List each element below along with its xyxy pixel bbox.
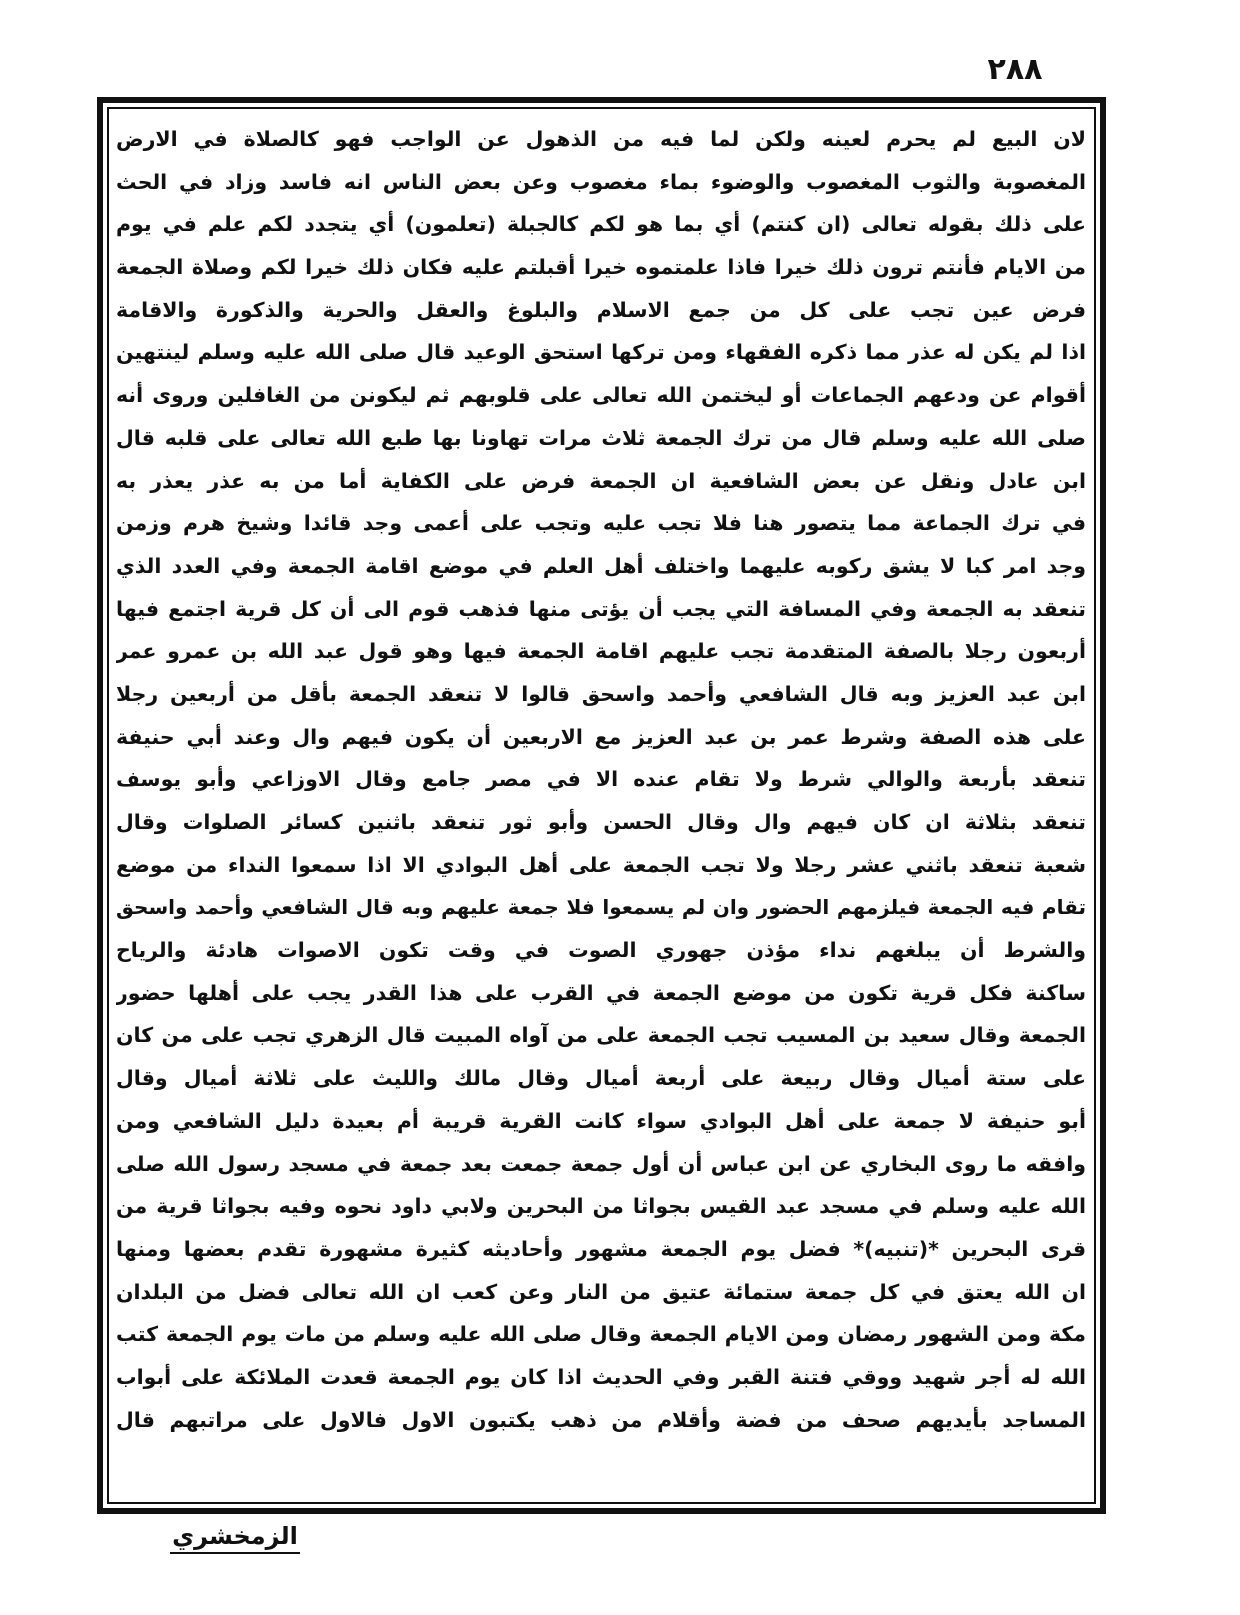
text-line: ابن عبد العزيز وبه قال الشافعي وأحمد واسحق قالوا لا تنعقد الجمعة بأقل من أربعين رجلا [116,681,1086,706]
text-line: أقوام عن ودعهم الجماعات أو ليختمن الله تعالى على قلوبهم ثم ليكونن من الغافلين وروى أنه [116,383,1086,408]
text-line: تنعقد بأربعة والوالي شرط ولا تقام عنده الا في مصر جامع وقال الاوزاعي وأبو يوسف [116,767,1086,792]
text-line: من الايام فأنتم ترون ذلك خيرا فاذا علمتموه خيرا أقبلتم عليه فكان ذلك خيرا لكم وصلاة الجمعة [116,255,1086,280]
text-line: على ستة أميال وقال ربيعة على أربعة أميال وقال مالك والليث على ثلاثة أميال وقال [116,1066,1086,1091]
text-line: وجد امر كبا لا يشق ركوبه عليهما واختلف أهل العلم في موضع اقامة الجمعة وفي العدد الذي [116,553,1086,578]
text-line: لان البيع لم يحرم لعينه ولكن لما فيه من الذهول عن الواجب فهو كالصلاة في الارض [116,127,1086,151]
text-line: في ترك الجماعة مما يتصور هنا فلا تجب عليه وتجب على أعمى وجد قائدا وشيخ هرم وزمن [116,511,1086,536]
text-line: وافقه ما روى البخاري عن ابن عباس أن أول جمعة جمعت بعد جمعة في مسجد رسول الله صلى [116,1151,1086,1176]
text-line: المساجد بأيديهم صحف من فضة وأقلام من ذهب يكتبون الاول فالاول على مراتبهم قال [116,1407,1086,1432]
text-line: فرض عين تجب على كل من جمع الاسلام والبلوغ والعقل والحرية والذكورة والاقامة [116,297,1086,322]
text-line: ساكنة فكل قرية تكون من موضع الجمعة في القرب على هذا القدر يجب على أهلها حضور [116,980,1086,1005]
page-number: ٢٨٨ [987,52,1043,87]
text-line: المغصوبة والثوب المغصوب والوضوء بماء مغصوب وعن بعض الناس انه فاسد وزاد في الحث [116,169,1086,194]
text-line: الله له أجر شهيد ووقي فتنة القبر وفي الحديث اذا كان يوم الجمعة قعدت الملائكة على أبواب [116,1364,1086,1389]
text-line: ان الله يعتق في كل جمعة ستمائة عتيق من النار وعن كعب ان الله تعالى فضل من البلدان [116,1279,1086,1304]
text-line: أربعون رجلا بالصفة المتقدمة تجب عليهم اقامة الجمعة فيها وهو قول عبد الله بن عمرو عمر [116,639,1086,664]
text-line: قرى البحرين *(تنبيه)* فضل يوم الجمعة مشهور وأحاديثه كثيرة مشهورة تقدم بعضها ومنها [116,1236,1086,1261]
text-line: صلى الله عليه وسلم قال من ترك الجمعة ثلاث مرات تهاونا بها طبع الله تعالى على قلبه قال [116,425,1086,450]
text-line: شعبة تنعقد باثني عشر رجلا ولا تجب الجمعة على أهل البوادي الا اذا سمعوا النداء من موضع [116,852,1086,877]
footer-catchword: الزمخشري [160,1516,310,1556]
text-line: والشرط أن يبلغهم نداء مؤذن جهوري الصوت في وقت تكون الاصوات هادئة والرياح [116,938,1086,963]
text-line: الجمعة وقال سعيد بن المسيب تجب الجمعة على من آواه المبيت قال الزهري تجب على من كان [116,1023,1086,1048]
text-line: تقام فيه الجمعة فيلزمهم الحضور وان لم يسمعوا فلا جمعة عليهم وبه قال الشافعي وأحمد واسحق [116,895,1086,920]
text-line: مكة ومن الشهور رمضان ومن الايام الجمعة وقال صلى الله عليه وسلم من مات يوم الجمعة كتب [116,1322,1086,1347]
text-line: تنعقد بثلاثة ان كان فيهم وال وقال الحسن وأبو ثور تنعقد باثنين كسائر الصلوات وقال [116,810,1086,834]
body-text [116,118,1086,1498]
text-line: أبو حنيفة لا جمعة على أهل البوادي سواء كانت القرية قريبة أم بعيدة دليل الشافعي ومن [116,1108,1086,1133]
text-line: على ذلك بقوله تعالى (ان كنتم) أي بما هو لكم كالجبلة (تعلمون) أي يتجدد لكم علم في يوم [116,212,1086,237]
text-line: تنعقد به الجمعة وفي المسافة التي يجب أن يؤتى منها فذهب قوم الى أن كل قرية اجتمع فيها [116,596,1086,621]
text-line: الله عليه وسلم في مسجد عبد القيس بجواثا من البحرين ولابي داود نحوه وفيه بجواثا قرية من [116,1194,1086,1219]
text-line: اذا لم يكن له عذر مما ذكره الفقهاء ومن تركها استحق الوعيد قال صلى الله عليه وسلم لينتهين [116,340,1086,365]
text-line: على هذه الصفة وشرط عمر بن عبد العزيز مع الاربعين أن يكون فيهم وال وعند أبي حنيفة [116,724,1086,749]
text-line: ابن عادل ونقل عن بعض الشافعية ان الجمعة فرض على الكفاية أما من به عذر يعذر به [116,468,1086,493]
